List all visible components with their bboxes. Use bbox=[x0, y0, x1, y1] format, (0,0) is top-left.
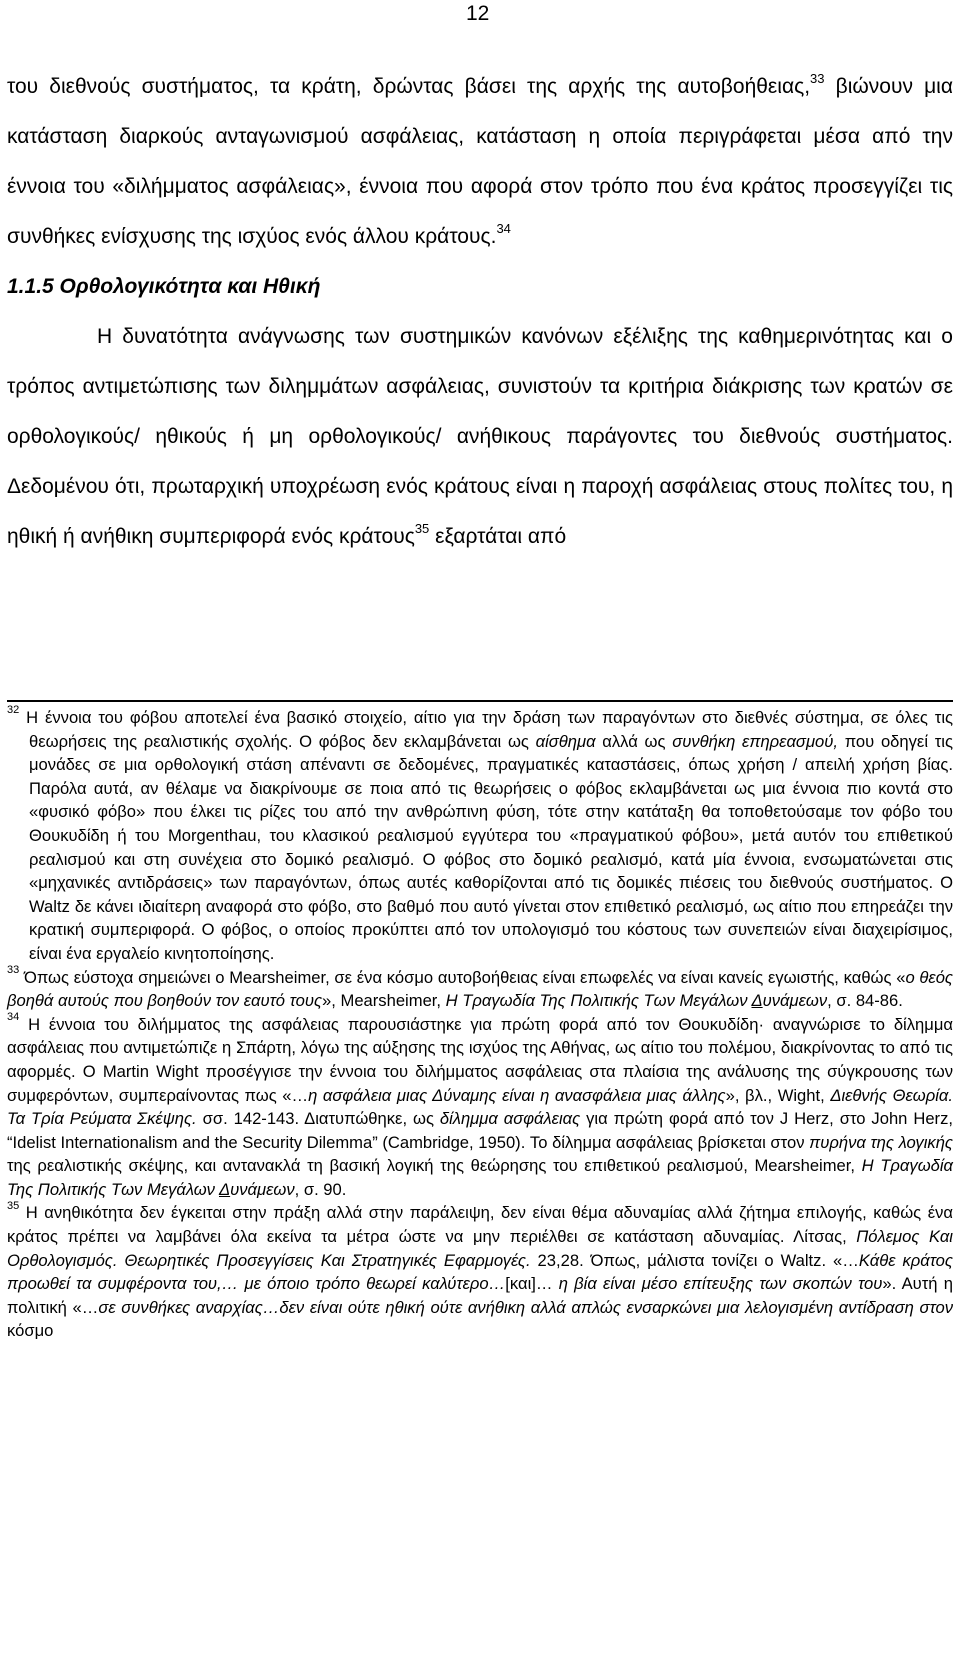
footnote-ref-35[interactable]: 35 bbox=[414, 521, 430, 536]
paragraph-2: Η δυνατότητα ανάγνωσης των συστημικών κανόνων εξέλιξης της καθημερινότητας και ο τρόπος αντιμετώπισης των διλημμάτων ασφάλειας, συνιστούν τα κριτήρια διάκρισης των κρατών σε ορθολογικούς/ ηθικούς ή μη ορθολογικούς/ ανήθικους παράγοντες του διεθνούς συστήματος. Δεδομένου ότι, πρωταρχική υποχρέωση ενός κράτους είναι η παροχή ασφάλειας στους πολίτες του, η ηθική ή ανήθικη συμπεριφορά ενός κράτους$^{35}$ εξαρτάται από bbox=[7, 325, 953, 548]
footnote-34: $^{34}$ Η έννοια του διλήμματος της ασφάλειας παρουσιάστηκε για πρώτη φορά από τον Θουκυδίδη· αναγνώρισε το δίλημμα ασφάλειας που αντιμετώπιζε η Σπάρτη, λόγω της αύξησης της ισχύος της Αθήνας, ως αίτιο του πολέμου, διακρίνοντας το από τις αφορμές. Ο Martin Wight προσέγγισε την έννοια του διλήμματος ασφάλειας στα πλαίσια της ανάλυσης της σύγκρουσης των συμφερόντων, συμπεραίνοντας πως «…η ασφάλεια μιας Δύναμης είναι η ανασφάλεια μιας άλλης», βλ., Wight, Διεθνής Θεωρία. Τα Τρία Ρεύματα Σκέψης. σσ. 142-143. Διατυπώθηκε, ως δίλημμα ασφάλειας για πρώτη φορά από τον J Herz, στο John Herz, “Idelist Internationalism and the Security Dilemma” (Cambridge, 1950). Το δίλημμα ασφάλειας βρίσκεται στον πυρήνα της λογικής της ρεαλιστικής σκέψης, και αντανακλά τη βασική λογική της θεώρησης του επιθετικού ρεαλισμού, Mearsheimer, Η Τραγωδία Της Πολιτικής Των Μεγάλων Δυνάμεων, σ. 90. bbox=[7, 1011, 953, 1199]
main-body bbox=[7, 62, 953, 562]
footnotes-section bbox=[7, 706, 953, 1343]
footnote-number: 33 bbox=[7, 964, 20, 976]
footnote-35: $^{35}$ Η ανηθικότητα δεν έγκειται στην πράξη αλλά στην παράλειψη, δεν είναι θέμα αδυναμίας αλλά ζήτημα επιλογής, καθώς ένα κράτος πρέπει να λαμβάνει όλα εκείνα τα μέτρα ώστε να μην περιέλθει σε κατάσταση αδυναμίας. Λίτσας, Πόλεμος Και Ορθολογισμός. Θεωρητικές Προσεγγίσεις Και Στρατηγικές Εφαρμογές. 23,28. Όπως, μάλιστα τονίζει ο Waltz. «…Κάθε κράτος προωθεί τα συμφέροντα του,… με όποιο τρόπο θεωρεί καλύτερο…[και]… η βία είναι μέσο επίτευξης των σκοπών του». Αυτή η πολιτική «…σε συνθήκες αναρχίας…δεν είναι ούτε ηθική ούτε ανήθικη αλλά απλώς ενσαρκώνει μια λελογισμένη αντίδραση στον κόσμο bbox=[7, 1199, 953, 1341]
footnote-32: $^{32}$ Η έννοια του φόβου αποτελεί ένα βασικό στοιχείο, αίτιο για την δράση των παραγόντων στο διεθνές σύστημα, σε όλες τις θεωρήσεις της ρεαλιστικής σχολής. Ο φόβος δεν εκλαμβάνεται ως αίσθημα αλλά ως συνθήκη επηρεασμού, που οδηγεί τις μονάδες σε μια ορθολογική στάση απέναντι σε δεδομένες, πραγματικές καταστάσεις, όπως χρήση / απειλή χρήση βίας. Παρόλα αυτά, αν θέλαμε να διακρίνουμε σε ποια από τις θεωρήσεις ο φόβος εκλαμβάνεται ως μια έννοια πιο κοντά στο «φυσικό φόβο» που έλκει τις ρίζες του από την ανθρώπινη φύση, τότε στην κατάταξη θα τοποθετούσαμε τον φόβο του Θουκυδίδη ή του Morgenthau, του κλασικού ρεαλισμού εγγύτερα του «πραγματικού φόβου», μετά αυτόν του επιθετικού ρεαλισμού και στη συνέχεια στο δομικό ρεαλισμό. Ο φόβος στο δομικό ρεαλισμό, κατά μία έννοια, ενσωματώνεται στις «μηχανικές αντιδράσεις» των παραγόντων, όπως αυτές καθορίζονται από τις δομικές πιέσεις του διεθνούς συστήματος. Ο Waltz δε κάνει ιδιαίτερη αναφορά στο φόβο, στο βαθμό που αυτό γίνεται στον επιθετικό ρεαλισμό, ως αίτιο που επηρεάζει την κρατική συμπεριφορά. Ο φόβος, ο οποίος προκύπτει από τον υπολογισμό του κόστους των συνεπειών είναι διαχειρίσιμος, είναι ένα εργαλείο κινητοποίησης. bbox=[7, 704, 953, 963]
footnote-ref-33[interactable]: 33 bbox=[810, 71, 825, 86]
paragraph-1: του διεθνούς συστήματος, τα κράτη, δρώντας βάσει της αρχής της αυτοβοήθειας,$^{33}$ βιώνουν μια κατάσταση διαρκούς ανταγωνισμού ασφάλειας, κατάσταση η οποία περιγράφεται μέσα από την έννοια του «διλήμματος ασφάλειας», έννοια που αφορά στον τρόπο που ένα κράτος προσεγγίζει τις συνθήκες ενίσχυσης της ισχύος ενός άλλου κράτους.$^{34}$ bbox=[7, 71, 953, 248]
section-heading: 1.1.5 Ορθολογικότητα και Ηθική bbox=[7, 275, 321, 298]
footnote-ref-34[interactable]: 34 bbox=[496, 221, 511, 236]
footnote-number: 34 bbox=[7, 1011, 20, 1024]
footnote-33: $^{33}$ Όπως εύστοχα σημειώνει ο Mearsheimer, σε ένα κόσμο αυτοβοήθειας είναι επωφελές να είναι κανείς εγωιστής, καθώς «ο θεός βοηθά αυτούς που βοηθούν τον εαυτό τους», Mearsheimer, Η Τραγωδία Της Πολιτικής Των Μεγάλων Δυνάμεων, σ. 84-86. bbox=[7, 964, 953, 1011]
page-number: 12 bbox=[466, 2, 490, 25]
footnote-number: 32 bbox=[7, 704, 20, 717]
footnote-number: 35 bbox=[7, 1199, 20, 1212]
footnote-separator bbox=[7, 700, 953, 702]
